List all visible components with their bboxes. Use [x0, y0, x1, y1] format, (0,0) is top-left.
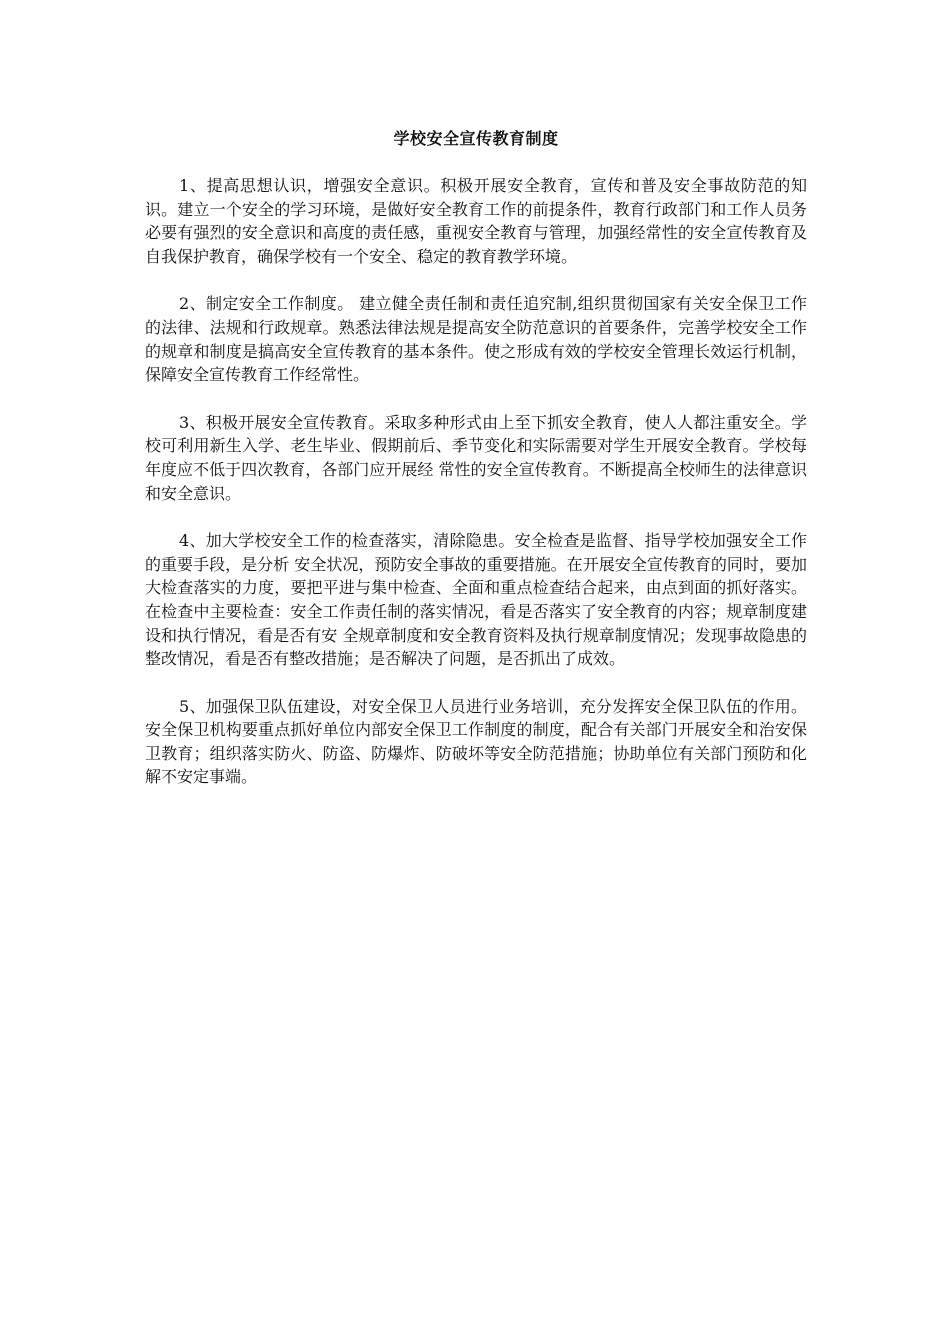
document-body [145, 126, 807, 813]
paragraph-5: 5、加强保卫队伍建设，对安全保卫人员进行业务培训，充分发挥安全保卫队伍的作用。安全保卫机构要重点抓好单位内部安全保卫工作制度的制度，配合有关部门开展安全和治安保卫教育；组织落实防火、防盗、防爆炸、防破坏等安全防范措施；协助单位有关部门预防和化解不安定事端。 [145, 696, 807, 787]
paragraph-3: 3、积极开展安全宣传教育。采取多种形式由上至下抓安全教育，使人人都注重安全。学校可利用新生入学、老生毕业、假期前后、季节变化和实际需要对学生开展安全教育。学校每年度应不低于四次教育，各部门应开展经 常性的安全宣传教育。不断提高全校师生的法律意识和安全意识。 [145, 412, 807, 503]
paragraph-4: 4、加大学校安全工作的检查落实，清除隐患。安全检查是监督、指导学校加强安全工作的重要手段，是分析 安全状况，预防安全事故的重要措施。在开展安全宣传教育的同时，要加大检查落实的力度，要把平进与集中检查、全面和重点检查结合起来，由点到面的抓好落实。在检查中主要检查：安全工作责任制的落实情况，看是否落实了安全教育的内容；规章制度建设和执行情况，看是否有安 全规章制度和安全教育资料及执行规章制度情况；发现事故隐患的整改情况，看是否有整改措施；是否解决了问题，是否抓出了成效。 [145, 531, 807, 669]
paragraph-1: 1、提高思想认识，增强安全意识。积极开展安全教育，宣传和普及安全事故防范的知识。建立一个安全的学习环境，是做好安全教育工作的前提条件，教育行政部门和工作人员务必要有强烈的安全意识和高度的责任感，重视安全教育与管理，加强经常性的安全宣传教育及自我保护教育，确保学校有一个安全、稳定的教育教学环境。 [145, 176, 807, 266]
document-title: 学校安全宣传教育制度 [393, 129, 559, 148]
paragraph-2: 2、制定安全工作制度。 建立健全责任制和责任追究制,组织贯彻国家有关安全保卫工作的法律、法规和行政规章。熟悉法律法规是提高安全防范意识的首要条件，完善学校安全工作的规章和制度是搞高安全宣传教育的基本条件。使之形成有效的学校安全管理长效运行机制，保障安全宣传教育工作经常性。 [145, 294, 807, 385]
